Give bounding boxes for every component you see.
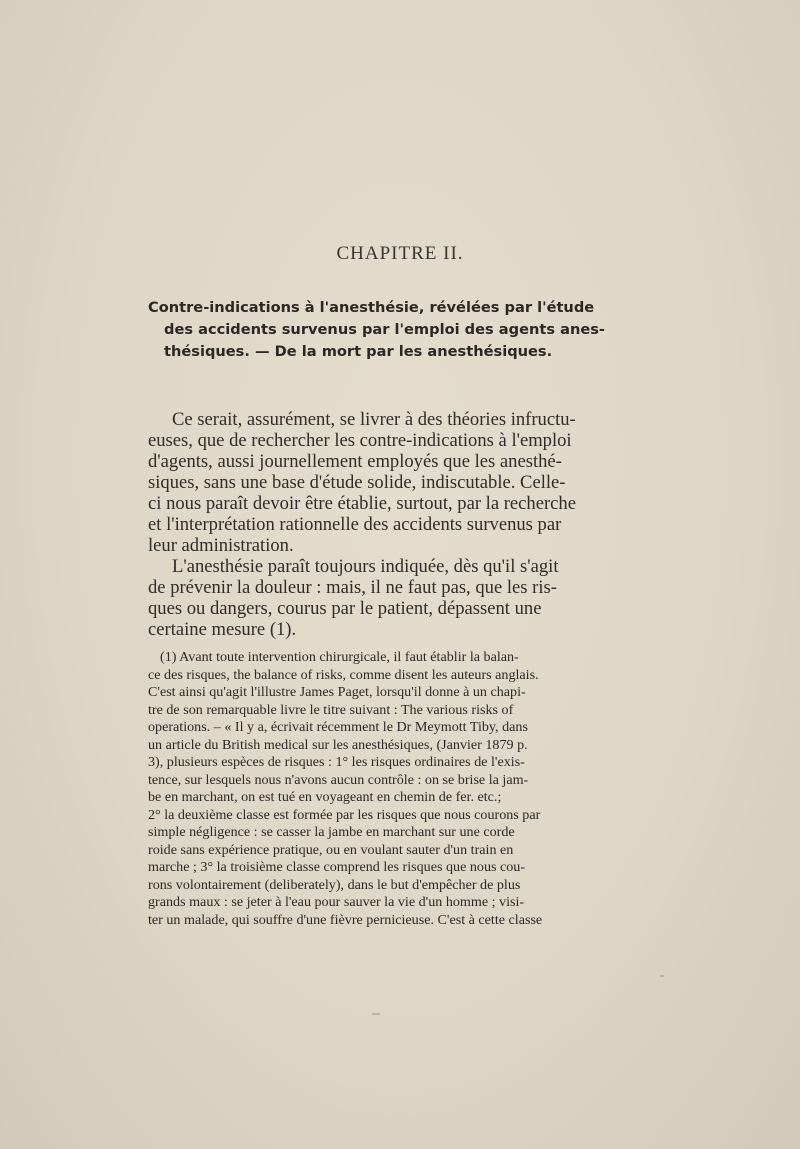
footnote-line: ce des risques, the balance of risks, comme disent les auteurs anglais. <box>148 666 539 683</box>
body-line: d'agents, aussi journellement employés que les anesthé- <box>148 451 562 472</box>
footnote-line: rons volontairement (deliberately), dans le but d'empêcher de plus <box>148 876 521 893</box>
footnote-line: tence, sur lesquels nous n'avons aucun contrôle : on se brise la jam- <box>148 771 529 788</box>
body-line: L'anesthésie paraît toujours indiquée, dès qu'il s'agit <box>172 556 559 577</box>
body-line: ci nous paraît devoir être établie, surtout, par la recherche <box>148 493 576 514</box>
footnote-line: simple négligence : se casser la jambe en marchant sur une corde <box>148 824 515 840</box>
subtitle-line: des accidents survenus par l'emploi des agents anes- <box>164 321 605 338</box>
paper-speck <box>660 975 664 977</box>
body-line: siques, sans une base d'étude solide, indiscutable. Celle- <box>148 472 566 493</box>
subtitle-line: Contre-indications à l'anesthésie, révélées par l'étude <box>148 299 595 316</box>
footnote-line: 3), plusieurs espèces de risques : 1° les risques ordinaires de l'exis- <box>148 754 525 770</box>
footnote-line: marche ; 3° la troisième classe comprend les risques que nous cou- <box>148 859 526 875</box>
body-line: ques ou dangers, courus par le patient, dépassent une <box>148 598 542 619</box>
body-line: leur administration. <box>148 535 294 556</box>
footnote <box>148 649 588 929</box>
footnote-line: be en marchant, on est tué en voyageant en chemin de fer. etc.; <box>148 789 502 805</box>
footnote-line: (1) Avant toute intervention chirurgicale, il faut établir la balan- <box>160 649 519 665</box>
footnote-line: roide sans expérience pratique, ou en voulant sauter d'un train en <box>148 841 514 858</box>
body-line: certaine mesure (1). <box>148 619 297 640</box>
footnote-line: grands maux : se jeter à l'eau pour sauver la vie d'un homme ; visi- <box>148 894 525 910</box>
footnote-line: ter un malade, qui souffre d'une fièvre pernicieuse. C'est à cette classe <box>148 911 543 928</box>
footnote-line: operations. – « Il y a, écrivait récemment le Dr Meymott Tiby, dans <box>148 719 528 735</box>
body-line: de prévenir la douleur : mais, il ne faut pas, que les ris- <box>148 577 557 598</box>
body-line: et l'interprétation rationnelle des accidents survenus par <box>148 514 562 535</box>
chapter-heading: CHAPITRE II. <box>336 243 464 264</box>
chapter-subtitle <box>148 297 605 363</box>
body-paragraphs <box>148 409 578 640</box>
body-line: Ce serait, assurément, se livrer à des théories infructu- <box>172 409 576 430</box>
footnote-line: 2° la deuxième classe est formée par les risques que nous courons par <box>148 806 541 823</box>
footnote-line: un article du British medical sur les anesthésiques, (Janvier 1879 p. <box>148 736 528 753</box>
footnote-line: tre de son remarquable livre le titre suivant : The various risks of <box>148 701 514 718</box>
footnote-line: C'est ainsi qu'agit l'illustre James Paget, lorsqu'il donne à un chapi- <box>148 684 526 700</box>
paper-speck <box>372 1013 380 1015</box>
body-line: euses, que de rechercher les contre-indications à l'emploi <box>148 430 572 451</box>
subtitle-line: thésiques. — De la mort par les anesthésiques. <box>164 343 553 360</box>
